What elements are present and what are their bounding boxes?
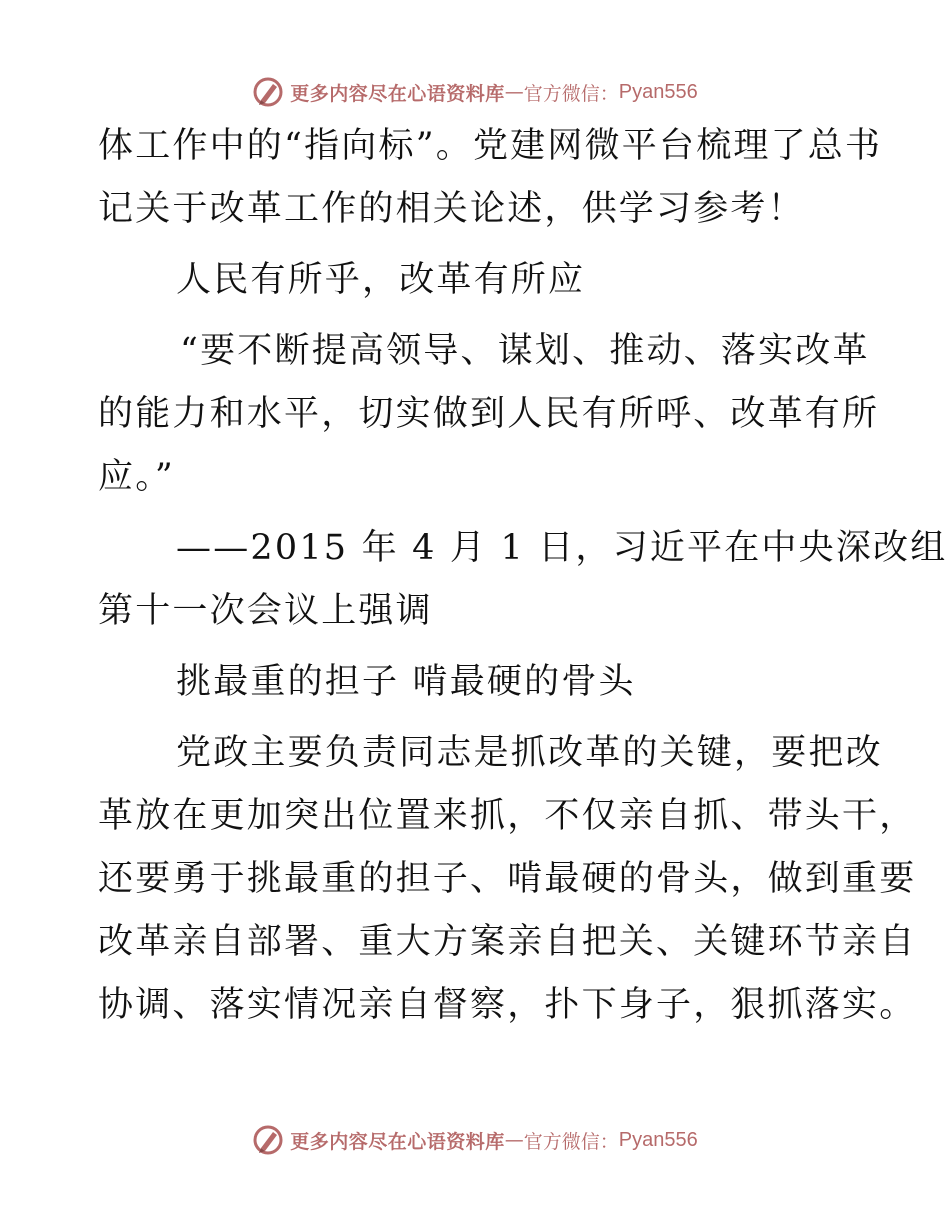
quote-line: “要不断提高领导、谋划、推动、落实改革 <box>180 331 870 371</box>
paragraph-line: 革放在更加突出位置来抓，不仅亲自抓、带头干， <box>98 796 917 836</box>
watermark-label: 官方微信： <box>523 82 619 105</box>
watermark-label: 官方微信： <box>523 1130 619 1153</box>
pen-logo-icon <box>252 1124 284 1156</box>
quote-line: 的能力和水平，切实做到人民有所呼、改革有所 <box>98 394 880 434</box>
paragraph-line: 协调、落实情况亲自督察，扑下身子，狠抓落实。 <box>98 985 917 1025</box>
watermark-main-text: 更多内容尽在心语资料库 <box>290 1130 505 1153</box>
paragraph-line: 改革亲自部署、重大方案亲自把关、关键环节亲自 <box>98 922 917 962</box>
paragraph-line: 还要勇于挑最重的担子、啃最硬的骨头，做到重要 <box>98 859 917 899</box>
pen-logo-icon <box>252 76 284 108</box>
paragraph-line: 党政主要负责同志是抓改革的关键，要把改 <box>176 733 883 773</box>
paragraph-line: 体工作中的“指向标”。党建网微平台梳理了总书 <box>98 126 883 166</box>
watermark-separator: — <box>504 81 524 103</box>
watermark-wechat-id: Pyan556 <box>618 1128 698 1151</box>
quote-line: 应。” <box>98 457 175 497</box>
footer-watermark <box>0 1120 950 1160</box>
source-line: 第十一次会议上强调 <box>98 591 433 631</box>
source-line: ——2015 年 4 月 1 日，习近平在中央深改组 <box>176 528 948 568</box>
watermark-separator: — <box>504 1129 524 1151</box>
paragraph-line: 记关于改革工作的相关论述，供学习参考！ <box>98 189 805 229</box>
section-heading: 挑最重的担子 啃最硬的骨头 <box>176 662 636 702</box>
section-heading: 人民有所乎，改革有所应 <box>176 260 586 300</box>
header-watermark <box>0 72 950 112</box>
watermark-main-text: 更多内容尽在心语资料库 <box>290 82 505 105</box>
watermark-wechat-id: Pyan556 <box>618 80 698 103</box>
document-body <box>98 115 948 1037</box>
